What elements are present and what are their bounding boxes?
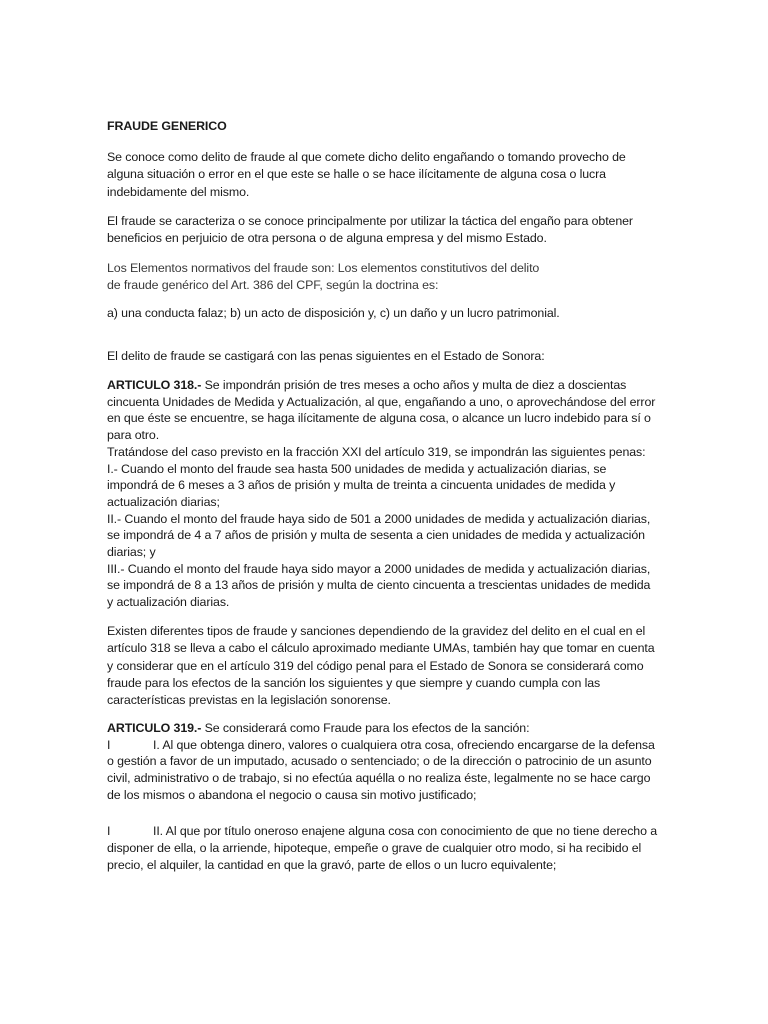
paragraph-definition: Se conoce como delito de fraude al que comete dicho delito engañando o tomando provecho de alguna situación o error en el que este se halle o se hace ilícitamente de alguna cosa o lucra indebidamente del mismo. [107, 149, 626, 199]
article-319-label: ARTICULO 319.- [107, 720, 202, 735]
paragraph-characteristics: El fraude se caracteriza o se conoce principalmente por utilizar la táctica del engaño para obtener beneficios en perjuicio de otra persona o de alguna empresa y del mismo Estado. [107, 214, 633, 246]
article-319-fraction-ii [107, 823, 657, 873]
paragraph-elements-list: a) una conducta falaz; b) un acto de disposición y, c) un daño y un lucro patrimonial. [107, 306, 560, 321]
paragraph-types-of-fraud: Existen diferentes tipos de fraude y sanciones dependiendo de la gravidez del delito en el cual en el artículo 318 se lleva a cabo el cálculo aproximado mediante UMAs, también hay que tomar en cuenta y considerar que en el artículo 319 del código penal para el Estado de Sonora se considerará como fraude para los efectos de la sanción los siguientes y que siempre y cuando cumpla con las características previstas en la legislación sonorense. [107, 623, 655, 708]
article-319-text: Se considerará como Fraude para los efectos de la sanción: [201, 720, 530, 735]
article-318-fraction-ii: II.- Cuando el monto del fraude haya sido de 501 a 2000 unidades de medida y actualización diarias, se impondrá de 4 a 7 años de prisión y multa de sesenta a cien unidades de medida y actualización diarias; y [107, 511, 651, 560]
article-319 [107, 720, 657, 874]
paragraph-penalties-intro: El delito de fraude se castigará con las penas siguientes en el Estado de Sonora: [107, 349, 545, 364]
article-318-fraction-i: I.- Cuando el monto del fraude sea hasta 500 unidades de medida y actualización diarias, se impondrá de 6 meses a 3 años de prisión y multa de treinta a cincuenta unidades de medida y actualización diarias; [107, 461, 616, 509]
fraction-ii-text: II. Al que por título oneroso enajene alguna cosa con conocimiento de que no tiene derecho a disponer de ella, o la arriende, hipoteque, empeñe o grave de cualquier otro modo, si ha recibido el precio, el alquiler, la cantidad en que la gravó, parte de ellos o un lucro equivalente; [107, 824, 658, 872]
normative-line-2: de fraude genérico del Art. 386 del CPF, según la doctrina es: [107, 277, 439, 292]
fraction-i-marker: I [107, 737, 111, 752]
paragraph-normative-elements [107, 260, 657, 294]
fraction-ii-marker: I [107, 824, 111, 839]
article-318-body [107, 378, 655, 442]
article-318-text: Se impondrán prisión de tres meses a ocho años y multa de diez a doscientas cincuenta Unidades de Medida y Actualización, al que, engañando a uno, o aprovechándose del error en que éste se encuentre, se haga ilícitamente de alguna cosa, o alcance un lucro indebido para sí o para otro. [107, 378, 656, 443]
article-318-label: ARTICULO 318.- [107, 378, 202, 393]
normative-line-1: Los Elementos normativos del fraude son: Los elementos constitutivos del delito [107, 260, 540, 275]
document-page [107, 118, 657, 874]
fraction-i-text: I. Al que obtenga dinero, valores o cualquiera otra cosa, ofreciendo encargarse de la defensa o gestión a favor de un imputado, acusado o sentenciado; o de la dirección o patrocinio de un asunto civil, administrativo o de trabajo, si no efectúa aquélla o no realiza éste, legalmente no se hace cargo de los mismos o abandona el negocio o causa sin motivo justificado; [107, 737, 655, 802]
document-title: FRAUDE GENERICO [107, 119, 227, 133]
article-318-fraction-intro: Tratándose del caso previsto en la fracción XXI del artículo 319, se impondrán las siguientes penas: [107, 444, 646, 459]
article-319-fraction-i [107, 737, 657, 804]
article-319-heading [107, 720, 657, 737]
article-318-fraction-iii: III.- Cuando el monto del fraude haya sido mayor a 2000 unidades de medida y actualización diarias, se impondrá de 8 a 13 años de prisión y multa de ciento cincuenta a trescientas unidades de medida y actualización diarias. [107, 561, 651, 610]
article-318 [107, 377, 657, 611]
